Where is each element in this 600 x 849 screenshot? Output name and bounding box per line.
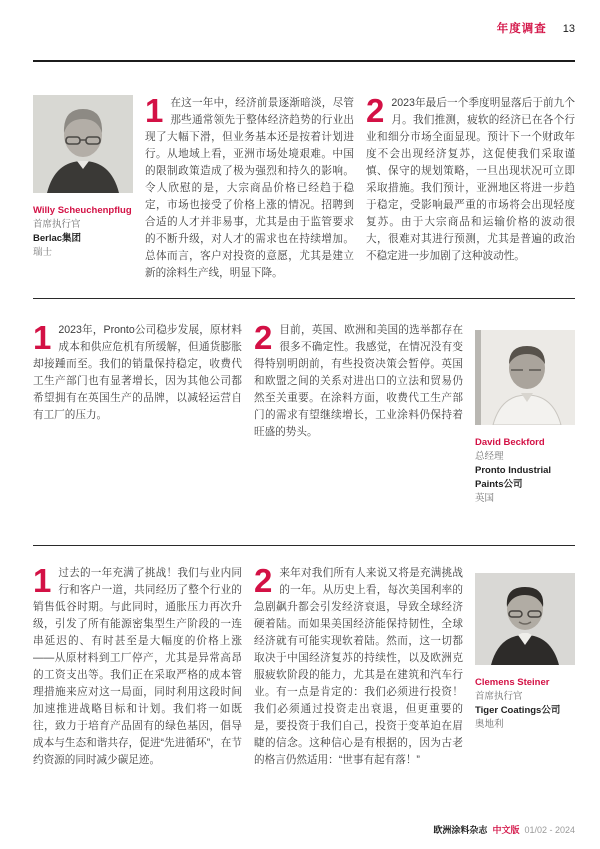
portrait-illustration <box>475 573 575 665</box>
section-label: 年度调查 <box>496 23 547 35</box>
person-name: Clemens Steiner <box>475 677 550 688</box>
person-block-david <box>475 322 575 506</box>
quote-column <box>145 92 354 282</box>
section-divider <box>33 298 575 299</box>
interview-section-1 <box>33 92 575 282</box>
portrait-photo-david <box>475 330 575 425</box>
quote-paragraph <box>33 319 242 424</box>
page-header <box>497 20 575 36</box>
person-name: David Beckford <box>475 437 545 448</box>
portrait-photo-willy <box>33 95 133 193</box>
person-country: 奥地利 <box>475 719 504 730</box>
portrait-illustration <box>33 95 133 193</box>
quote-paragraph <box>33 562 242 769</box>
quote-paragraph <box>366 92 575 265</box>
journal-name: 欧洲涂料杂志 <box>433 825 488 835</box>
person-caption <box>475 436 575 506</box>
person-block-willy <box>33 95 133 282</box>
person-caption <box>475 676 575 732</box>
drop-cap-number: 2 <box>254 562 273 599</box>
quote-column <box>33 562 242 769</box>
quote-text: 2023年最后一个季度明显落后于前九个月。我们推测，疲软的经济已在各个行业和细分市场全面显现。预计下一个财政年度不会出现经济复苏，这促使我们采取谨慎、保守的规划策略，一旦出现状况可立即采取措施。我们预计，亚洲地区将进一步趋于稳定，受影响最严重的市场将会出现轻度复苏。由于大宗商品和运输价格的波动很大，很难对其进行预测，尤其是普遍的政治不稳定进一步加剧了这种波动性。 <box>366 97 575 262</box>
person-country: 瑞士 <box>33 247 53 258</box>
person-block-clemens <box>475 565 575 769</box>
person-company: Berlac集团 <box>33 233 82 244</box>
section-divider <box>33 545 575 546</box>
quote-text: 过去的一年充满了挑战！我们与业内同行和客户一道，共同经历了整个行业的销售低谷时期。与此同时，通胀压力再次升级，引发了所有能源密集型生产阶段的一连串延迟的、有时甚至是大幅度的价格上涨——从原材料到工厂停产，尤其是异常高昂的工资支出等。我们正在采取严格的成本管理措施来应对这一局面，同时利用这段时间加速推进战略目标和计划。我们将一如既往，致力于培育产品固有的绿色基因，倡导成本与生态和谐共存，促进“先进循环”，在节约资源的同时减少碳足迹。 <box>33 567 242 766</box>
interview-section-3 <box>33 562 575 769</box>
person-company: Tiger Coatings公司 <box>475 705 561 716</box>
page-footer <box>433 823 575 836</box>
drop-cap-number: 1 <box>33 562 52 599</box>
quote-column <box>254 319 463 506</box>
quote-column <box>254 562 463 769</box>
person-name: Willy Scheuchenpflug <box>33 205 132 216</box>
person-title: 总经理 <box>475 451 504 462</box>
quote-text: 目前，英国、欧洲和美国的选举都存在很多不确定性。我感觉，在情况没有变得特别明朗前，有些投资决策会暂停。英国和欧盟之间的关系对进出口的立法和贸易仍然至关重要。在涂料方面，收费代工生产部门的需求有望继续增长，工业涂料仍保持着旺盛的势头。 <box>254 324 463 438</box>
drop-cap-number: 2 <box>254 319 273 356</box>
journal-issue: 01/02 - 2024 <box>524 825 575 835</box>
person-title: 首席执行官 <box>33 219 81 230</box>
drop-cap-number: 1 <box>33 319 52 356</box>
quote-text: 2023年，Pronto公司稳步发展，原材料成本和供应危机有所缓解，但通货膨胀却接踵而至。我们的销量保持稳定，收费代工生产部门也有显著增长，因为其他公司都希望拥有在英国生产的品牌，以减轻运营自有工厂的压力。 <box>33 324 242 421</box>
quote-paragraph <box>254 562 463 769</box>
drop-cap-number: 1 <box>145 92 164 129</box>
quote-paragraph <box>254 319 463 441</box>
interview-section-2 <box>33 319 575 506</box>
quote-column <box>366 92 575 282</box>
header-rule <box>33 60 575 62</box>
quote-paragraph <box>145 92 354 282</box>
journal-edition: 中文版 <box>492 825 520 835</box>
page-number: 13 <box>562 23 575 35</box>
drop-cap-number: 2 <box>366 92 385 129</box>
person-country: 英国 <box>475 493 495 504</box>
person-caption <box>33 204 133 260</box>
person-company: Pronto Industrial Paints公司 <box>475 465 551 490</box>
quote-text: 在这一年中，经济前景逐渐暗淡，尽管那些通常领先于整体经济趋势的行业出现了大幅下滑，但业务基本还是按着计划进行。从地域上看，亚洲市场处境艰难。中国的限制政策造成了极为强烈和持久的影响。令人欣慰的是，大宗商品价格已经趋于稳定，市场也接受了价格上涨的情况。招聘到合适的人才并非易事，尤其是由于监管要求的不断升级，对人才的需求也在持续增加。总体而言，客户对投资的意愿，尤其是建立新的涂料生产线，明显下降。 <box>145 97 354 279</box>
person-title: 首席执行官 <box>475 691 523 702</box>
quote-column <box>33 319 242 506</box>
portrait-photo-clemens <box>475 573 575 665</box>
quote-text: 来年对我们所有人来说又将是充满挑战的一年。从历史上看，每次美国利率的急剧飙升都会引发经济衰退，导致全球经济硬着陆。而如果美国经济能保持韧性，全球经济就有可能实现软着陆。然而，这一切都取决于中国经济复苏的持续性，以及欧洲克服疲软阶段的能力，尤其是在建筑和汽车行业。有一点是肯定的：我们必须进行投资！我们必须通过投资走出衰退，但更重要的是，要投资于我们自己，投资于变革迫在眉睫的信念。这种信心是有根据的，因为古老的格言仍然适用：“世事有起有落！” <box>254 567 463 766</box>
portrait-illustration <box>475 330 575 425</box>
